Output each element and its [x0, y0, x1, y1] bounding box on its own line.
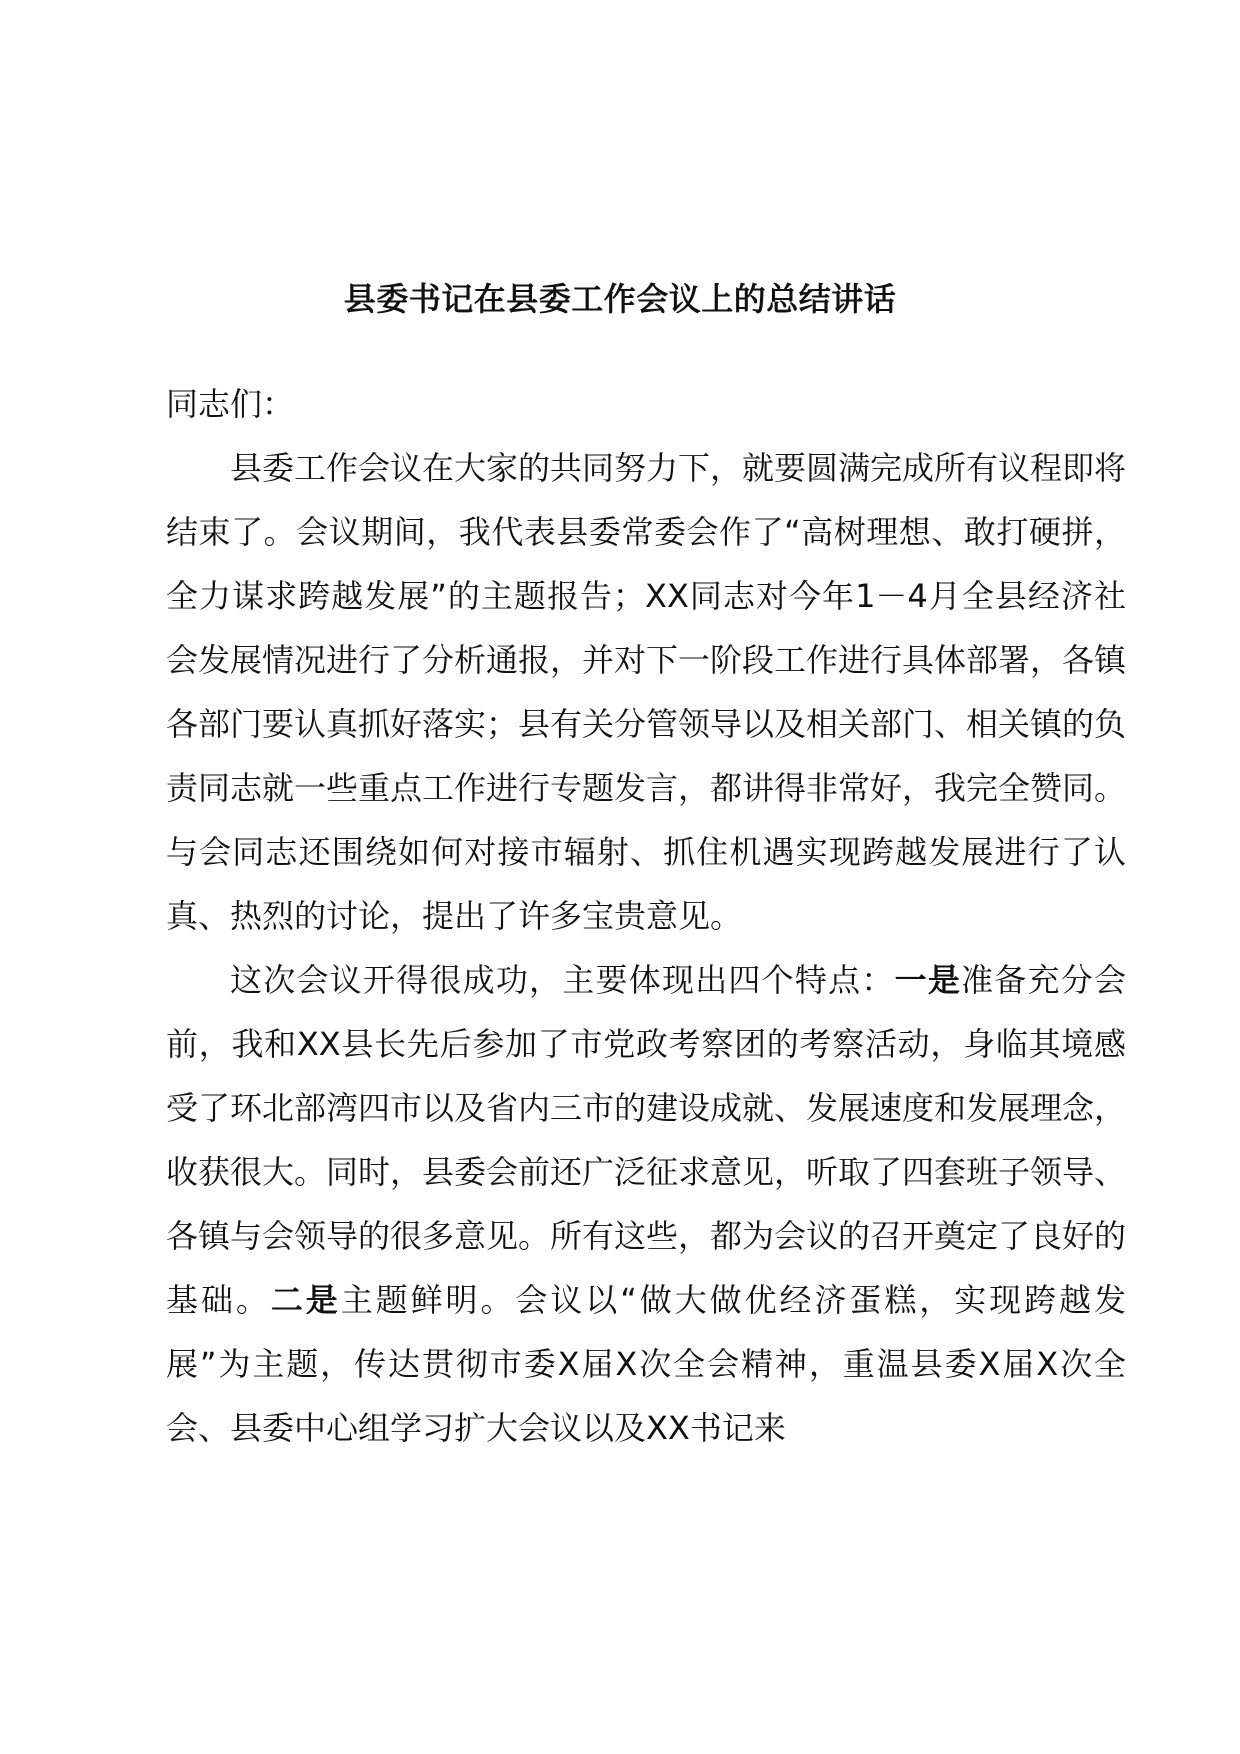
- document-body: [166, 372, 1126, 1460]
- point-two-text: 主题鲜明。会议以“做大做优经济蛋糕，实现跨越发展”为主题，传达贯彻市委X届X次全会精神，重温县委X届X次全会、县委中心组学习扩大会议以及XX书记来: [166, 1281, 1126, 1447]
- paragraph-features: [166, 948, 1126, 1460]
- point-two-label: 二是: [270, 1281, 341, 1319]
- features-intro: 这次会议开得很成功，主要体现出四个特点：: [230, 961, 895, 999]
- point-one-label: 一是: [894, 961, 962, 999]
- point-one-text: 准备充分会前，我和XX县长先后参加了市党政考察团的考察活动，身临其境感受了环北部湾四市以及省内三市的建设成就、发展速度和发展理念，收获很大。同时，县委会前还广泛征求意见，听取了四套班子领导、各镇与会领导的很多意见。所有这些，都为会议的召开奠定了良好的基础。: [166, 961, 1127, 1319]
- paragraph-summary: 县委工作会议在大家的共同努力下，就要圆满完成所有议程即将结束了。会议期间，我代表县委常委会作了“高树理想、敢打硬拼，全力谋求跨越发展”的主题报告；XX同志对今年1－4月全县经济社会发展情况进行了分析通报，并对下一阶段工作进行具体部署，各镇各部门要认真抓好落实；县有关分管领导以及相关部门、相关镇的负责同志就一些重点工作进行专题发言，都讲得非常好，我完全赞同。与会同志还围绕如何对接市辐射、抓住机遇实现跨越发展进行了认真、热烈的讨论，提出了许多宝贵意见。: [166, 449, 1127, 935]
- document-title: 县委书记在县委工作会议上的总结讲话: [343, 280, 897, 318]
- salutation: 同志们：: [166, 385, 295, 423]
